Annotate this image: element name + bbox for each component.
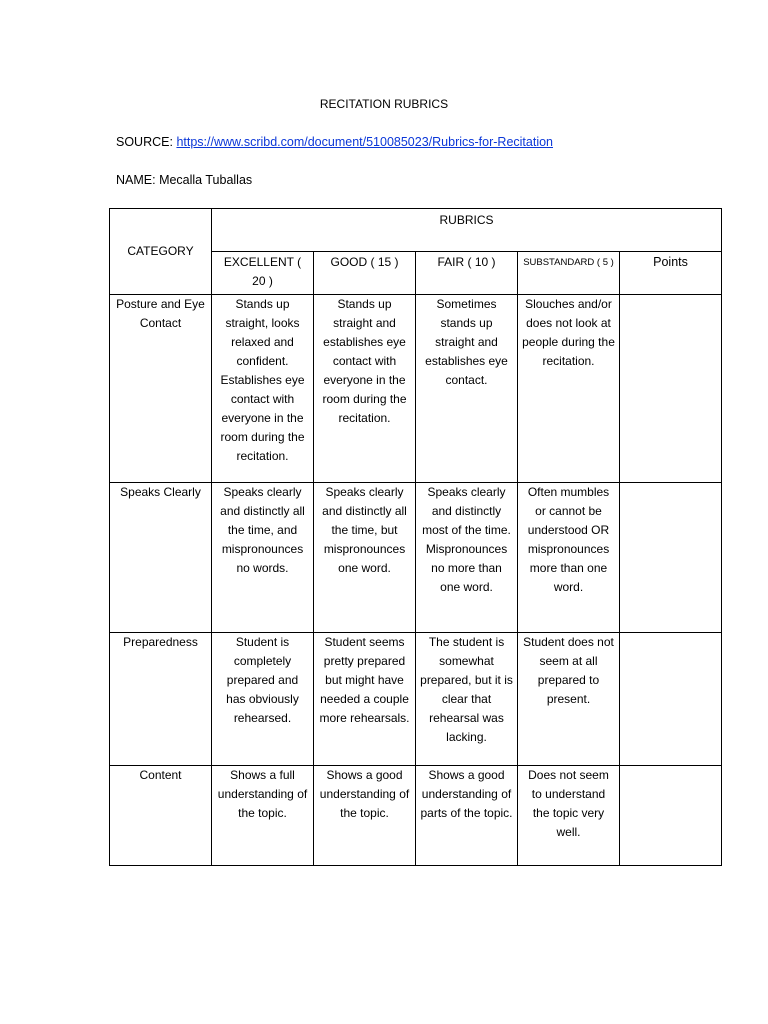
excellent-cell: Speaks clearly and distinctly all the time, and mispronounces no words. bbox=[212, 483, 314, 633]
points-cell[interactable] bbox=[620, 633, 722, 766]
substandard-cell: Student does not seem at all prepared to present. bbox=[518, 633, 620, 766]
header-row-rubrics bbox=[110, 209, 722, 252]
level-header-substandard: SUBSTANDARD ( 5 ) bbox=[518, 252, 620, 295]
source-link[interactable]: https://www.scribd.com/document/510085023/Rubrics-for-Recitation bbox=[176, 135, 553, 149]
table-row bbox=[110, 633, 722, 766]
excellent-cell: Shows a full understanding of the topic. bbox=[212, 766, 314, 866]
category-cell: Content bbox=[110, 766, 212, 866]
level-header-fair: FAIR ( 10 ) bbox=[416, 252, 518, 295]
page-title: RECITATION RUBRICS bbox=[319, 97, 449, 111]
category-cell: Preparedness bbox=[110, 633, 212, 766]
level-header-good: GOOD ( 15 ) bbox=[314, 252, 416, 295]
source-line bbox=[116, 134, 553, 150]
category-header: CATEGORY bbox=[110, 209, 212, 295]
good-cell: Student seems pretty prepared but might have needed a couple more rehearsals. bbox=[314, 633, 416, 766]
excellent-cell: Student is completely prepared and has obviously rehearsed. bbox=[212, 633, 314, 766]
good-cell: Shows a good understanding of the topic. bbox=[314, 766, 416, 866]
source-label: SOURCE: bbox=[116, 135, 177, 149]
substandard-cell: Does not seem to understand the topic very well. bbox=[518, 766, 620, 866]
points-cell[interactable] bbox=[620, 766, 722, 866]
points-cell[interactable] bbox=[620, 483, 722, 633]
rubrics-header: RUBRICS bbox=[212, 209, 722, 252]
rubric-table bbox=[109, 208, 722, 866]
substandard-cell: Often mumbles or cannot be understood OR mispronounces more than one word. bbox=[518, 483, 620, 633]
points-cell[interactable] bbox=[620, 295, 722, 483]
category-cell: Posture and Eye Contact bbox=[110, 295, 212, 483]
substandard-cell: Slouches and/or does not look at people during the recitation. bbox=[518, 295, 620, 483]
table-row bbox=[110, 766, 722, 866]
table-row bbox=[110, 295, 722, 483]
name-label: NAME: bbox=[116, 173, 160, 187]
fair-cell: Sometimes stands up straight and establishes eye contact. bbox=[416, 295, 518, 483]
name-line bbox=[116, 172, 252, 188]
good-cell: Stands up straight and establishes eye contact with everyone in the room during the recitation. bbox=[314, 295, 416, 483]
category-cell: Speaks Clearly bbox=[110, 483, 212, 633]
table-row bbox=[110, 483, 722, 633]
fair-cell: Shows a good understanding of parts of the topic. bbox=[416, 766, 518, 866]
good-cell: Speaks clearly and distinctly all the time, but mispronounces one word. bbox=[314, 483, 416, 633]
excellent-cell: Stands up straight, looks relaxed and confident. Establishes eye contact with everyone in the room during the recitation. bbox=[212, 295, 314, 483]
student-name: Mecalla Tuballas bbox=[159, 173, 253, 187]
level-header-points: Points bbox=[620, 252, 722, 295]
level-header-excellent: EXCELLENT ( 20 ) bbox=[212, 252, 314, 295]
fair-cell: The student is somewhat prepared, but it is clear that rehearsal was lacking. bbox=[416, 633, 518, 766]
fair-cell: Speaks clearly and distinctly most of the time. Mispronounces no more than one word. bbox=[416, 483, 518, 633]
